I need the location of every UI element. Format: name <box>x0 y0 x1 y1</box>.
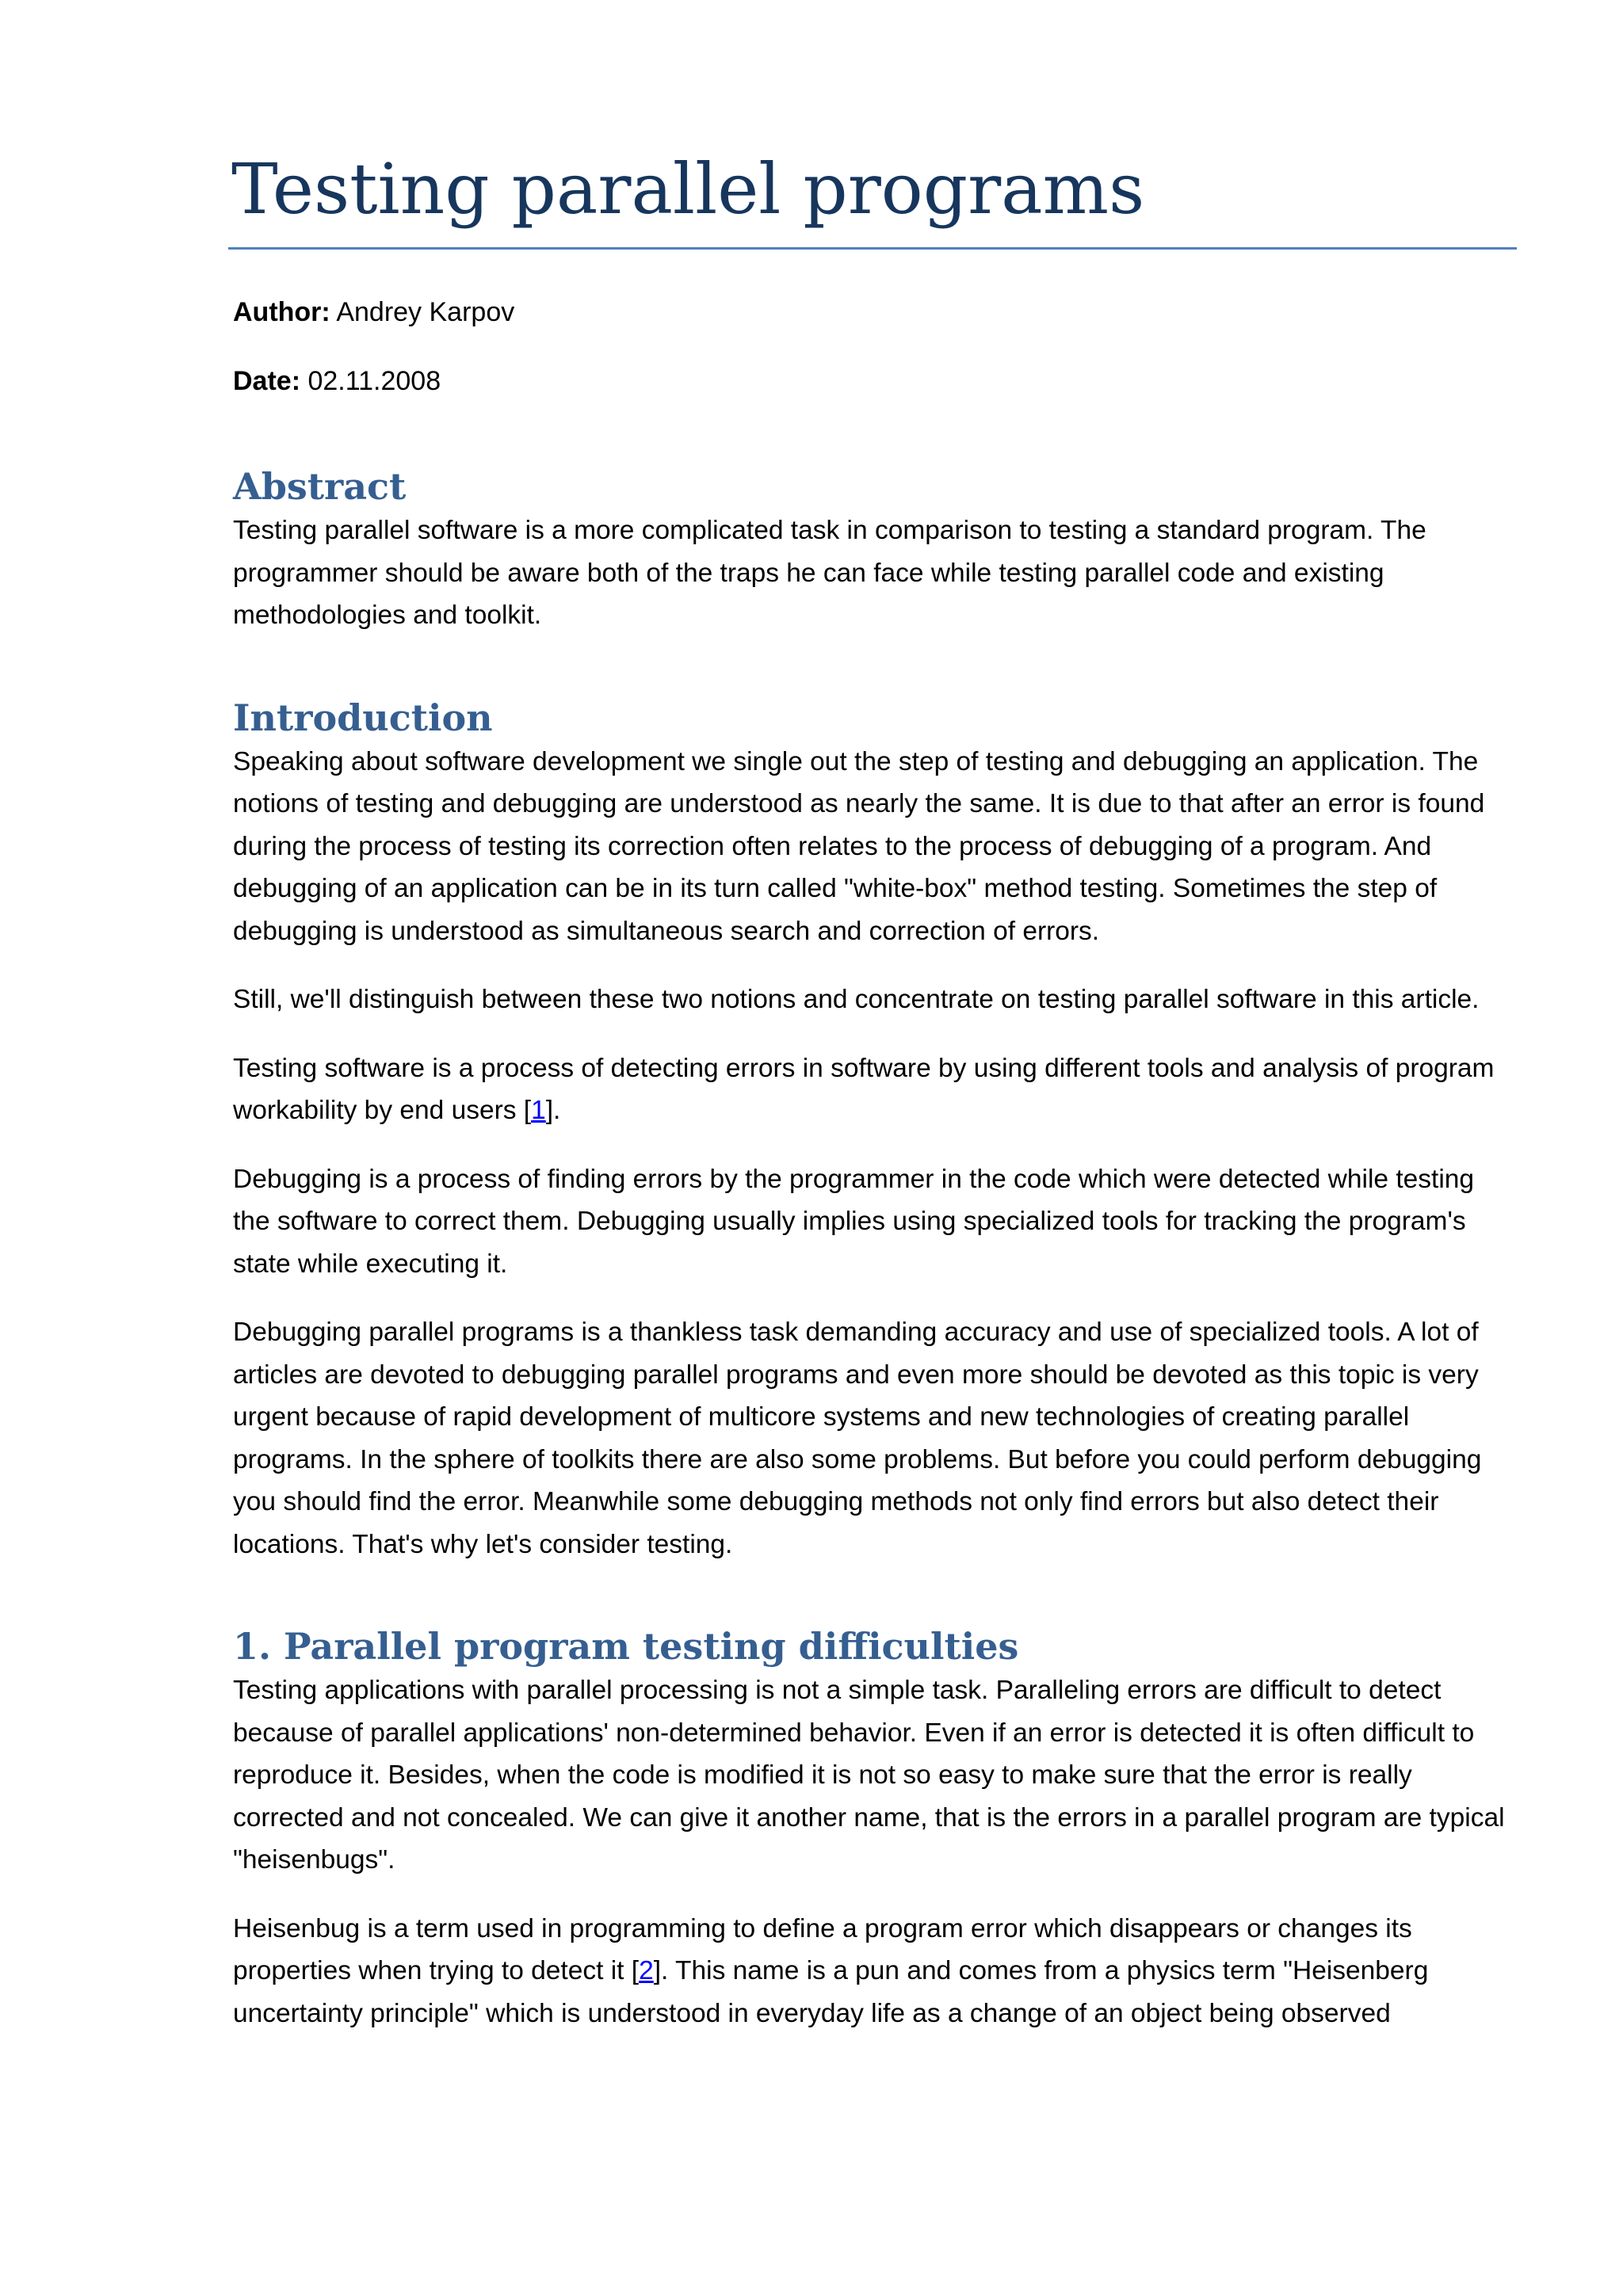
abstract-paragraph: Testing parallel software is a more complicated task in comparison to testing a standard program. The programmer should be aware both of the traps he can face while testing parallel code and existing methodologies and toolkit. <box>233 516 1426 630</box>
author-name: Andrey Karpov <box>336 297 515 327</box>
introduction-paragraph-1: Speaking about software development we single out the step of testing and debugging an application. The notions of testing and debugging are understood as nearly the same. It is due to that after an error is found during the process of testing its correction often relates to the process of debugging of a program. And debugging of an application can be in its turn called "white-box" method testing. Sometimes the step of debugging is understood as simultaneous search and correction of errors. <box>233 746 1485 946</box>
introduction-paragraph-5: Debugging parallel programs is a thankless task demanding accuracy and use of specialized tools. A lot of articles are devoted to debugging parallel programs and even more should be devoted as this topic is very urgent because of rapid development of multicore systems and new technologies of creating parallel programs. In the sphere of toolkits there are also some problems. But before you could perform debugging you should find the error. Meanwhile some debugging methods not only find errors but also detect their locations. That's why let's consider testing. <box>233 1318 1482 1559</box>
reference-link-2[interactable]: 2 <box>639 1956 654 1985</box>
introduction-heading: Introduction <box>233 696 493 739</box>
title-underline <box>228 247 1517 250</box>
paragraph-text: ]. This name is a pun and comes from a physics term "Heisenberg uncertainty principle" which is understood in everyday life as a change of an object being observed <box>233 1956 1429 2028</box>
date-label: Date: <box>233 366 301 396</box>
introduction-paragraph-3 <box>233 1047 1517 1132</box>
section-1-paragraph-1: Testing applications with parallel processing is not a simple task. Paralleling errors are difficult to detect because of parallel applications' non-determined behavior. Even if an error is detected it is often difficult to reproduce it. Besides, when the code is modified it is not so easy to make sure that the error is really corrected and not concealed. We can give it another name, that is the errors in a parallel program are typical "heisenbugs". <box>233 1676 1505 1875</box>
date-value: 02.11.2008 <box>307 366 441 396</box>
paragraph-text: ]. <box>545 1096 561 1125</box>
paragraph-text: Testing software is a process of detecting errors in software by using different tools and analysis of program workability by end users [ <box>233 1053 1495 1125</box>
introduction-paragraph-4: Debugging is a process of finding errors by the programmer in the code which were detected while testing the software to correct them. Debugging usually implies using specialized tools for tracking the program's state while executing it. <box>233 1164 1475 1279</box>
section-1-heading: 1. Parallel program testing difficulties <box>233 1625 1019 1668</box>
author-line <box>233 292 514 333</box>
document-body <box>233 463 1517 2061</box>
section-spacer <box>233 1592 1517 1623</box>
author-label: Author: <box>233 297 330 327</box>
section-spacer <box>233 663 1517 695</box>
document-title: Testing parallel programs <box>231 148 1145 230</box>
abstract-heading: Abstract <box>233 465 407 508</box>
reference-link-1[interactable]: 1 <box>531 1096 546 1125</box>
paragraph-text: Heisenbug is a term used in programming to define a program error which disappears or changes its properties when trying to detect it [ <box>233 1913 1412 1985</box>
section-1-paragraph-2 <box>233 1908 1517 2035</box>
introduction-paragraph-2: Still, we'll distinguish between these two notions and concentrate on testing parallel software in this article. <box>233 985 1480 1014</box>
date-line <box>233 360 441 402</box>
